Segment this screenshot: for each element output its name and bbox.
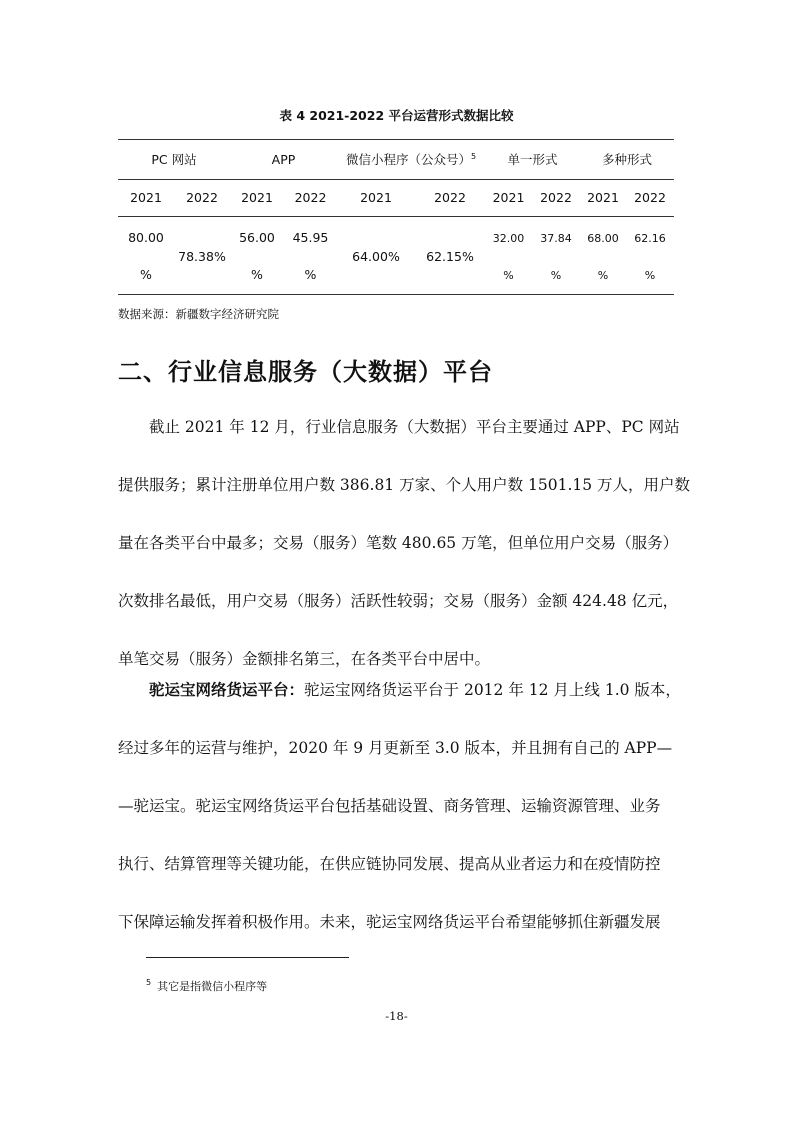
paragraph-line: 次数排名最低，用户交易（服务）活跃性较弱；交易（服务）金额 424.48 亿元， bbox=[118, 592, 679, 610]
year-cell: 2022 bbox=[634, 190, 666, 205]
page-number: -18- bbox=[385, 1009, 408, 1023]
year-cell: 2021 bbox=[130, 190, 162, 205]
table-header-rule bbox=[118, 179, 674, 180]
paragraph-line: 经过多年的运营与维护，2020 年 9 月更新至 3.0 版本，并且拥有自己的 APP— bbox=[118, 739, 673, 757]
value-multi-2022-unit: % bbox=[644, 269, 656, 282]
group-header-app: APP bbox=[271, 152, 296, 167]
year-cell: 2021 bbox=[360, 190, 392, 205]
footnote-number: 5 bbox=[146, 978, 152, 988]
value-pc-2021: 80.00 bbox=[128, 230, 164, 245]
table-bottom-rule bbox=[118, 294, 674, 295]
value-pc-2022: 78.38% bbox=[178, 249, 226, 264]
paragraph-line bbox=[118, 661, 681, 719]
table-caption: 表 4 2021-2022 平台运营形式数据比较 bbox=[279, 108, 514, 123]
year-cell: 2022 bbox=[186, 190, 218, 205]
group-header-pc: PC 网站 bbox=[151, 152, 197, 167]
footnote-text: 其它是指微信小程序等 bbox=[157, 980, 268, 993]
paragraph-line: 单笔交易（服务）金额排名第三，在各类平台中居中。 bbox=[118, 650, 491, 668]
section-heading: 二、行业信息服务（大数据）平台 bbox=[118, 358, 493, 386]
footnote-rule bbox=[146, 957, 349, 958]
value-single-2022: 37.84 bbox=[540, 232, 572, 245]
paragraph-line: 截止 2021 年 12 月，行业信息服务（大数据）平台主要通过 APP、PC 网站 bbox=[118, 418, 680, 436]
footnote-ref: 5 bbox=[470, 152, 477, 161]
paragraph-lead-rest: 驼运宝网络货运平台于 2012 年 12 月上线 1.0 版本， bbox=[304, 681, 681, 699]
footnote bbox=[146, 978, 267, 994]
value-app-2022-unit: % bbox=[304, 267, 317, 282]
group-header-wechat-label: 微信小程序（公众号） bbox=[345, 152, 471, 167]
paragraph-line: —驼运宝。驼运宝网络货运平台包括基础设置、商务管理、运输资源管理、业务 bbox=[118, 797, 661, 815]
value-pc-2021-unit: % bbox=[140, 267, 152, 282]
value-app-2022: 45.95 bbox=[292, 230, 329, 245]
value-single-2021-unit: % bbox=[503, 269, 514, 282]
year-cell: 2021 bbox=[241, 190, 273, 205]
value-multi-2021: 68.00 bbox=[587, 232, 619, 245]
year-cell: 2021 bbox=[492, 190, 525, 205]
year-cell: 2022 bbox=[294, 190, 327, 205]
value-single-2021: 32.00 bbox=[492, 232, 525, 245]
value-multi-2021-unit: % bbox=[597, 269, 609, 282]
group-header-wechat bbox=[337, 153, 485, 167]
paragraph-tuoyunbao bbox=[118, 661, 681, 951]
year-cell: 2021 bbox=[587, 190, 619, 205]
value-multi-2022: 62.16 bbox=[634, 232, 666, 245]
paragraph-bold-lead: 驼运宝网络货运平台： bbox=[149, 680, 305, 699]
paragraph-line: 执行、结算管理等关键功能，在供应链协同发展、提高从业者运力和在疫情防控 bbox=[118, 855, 661, 873]
value-wechat-2021: 64.00% bbox=[352, 249, 400, 264]
paragraph-line: 量在各类平台中最多；交易（服务）笔数 480.65 万笔，但单位用户交易（服务） bbox=[118, 534, 679, 552]
year-cell: 2022 bbox=[540, 190, 572, 205]
group-header-multi: 多种形式 bbox=[601, 152, 652, 167]
table-year-rule bbox=[118, 216, 674, 217]
paragraph-overview bbox=[118, 398, 691, 688]
value-app-2021-unit: % bbox=[251, 267, 263, 282]
year-cell: 2022 bbox=[434, 190, 466, 205]
paragraph-line: 下保障运输发挥着积极作用。未来，驼运宝网络货运平台希望能够抓住新疆发展 bbox=[118, 913, 661, 931]
paragraph-line: 提供服务；累计注册单位用户数 386.81 万家、个人用户数 1501.15 万人，用户数 bbox=[118, 476, 691, 494]
value-wechat-2022: 62.15% bbox=[426, 249, 474, 264]
value-app-2021: 56.00 bbox=[239, 230, 275, 245]
table-top-rule bbox=[118, 139, 674, 140]
table-source: 数据来源：新疆数字经济研究院 bbox=[118, 307, 279, 321]
group-header-single: 单一形式 bbox=[507, 152, 558, 167]
value-single-2022-unit: % bbox=[550, 269, 562, 282]
